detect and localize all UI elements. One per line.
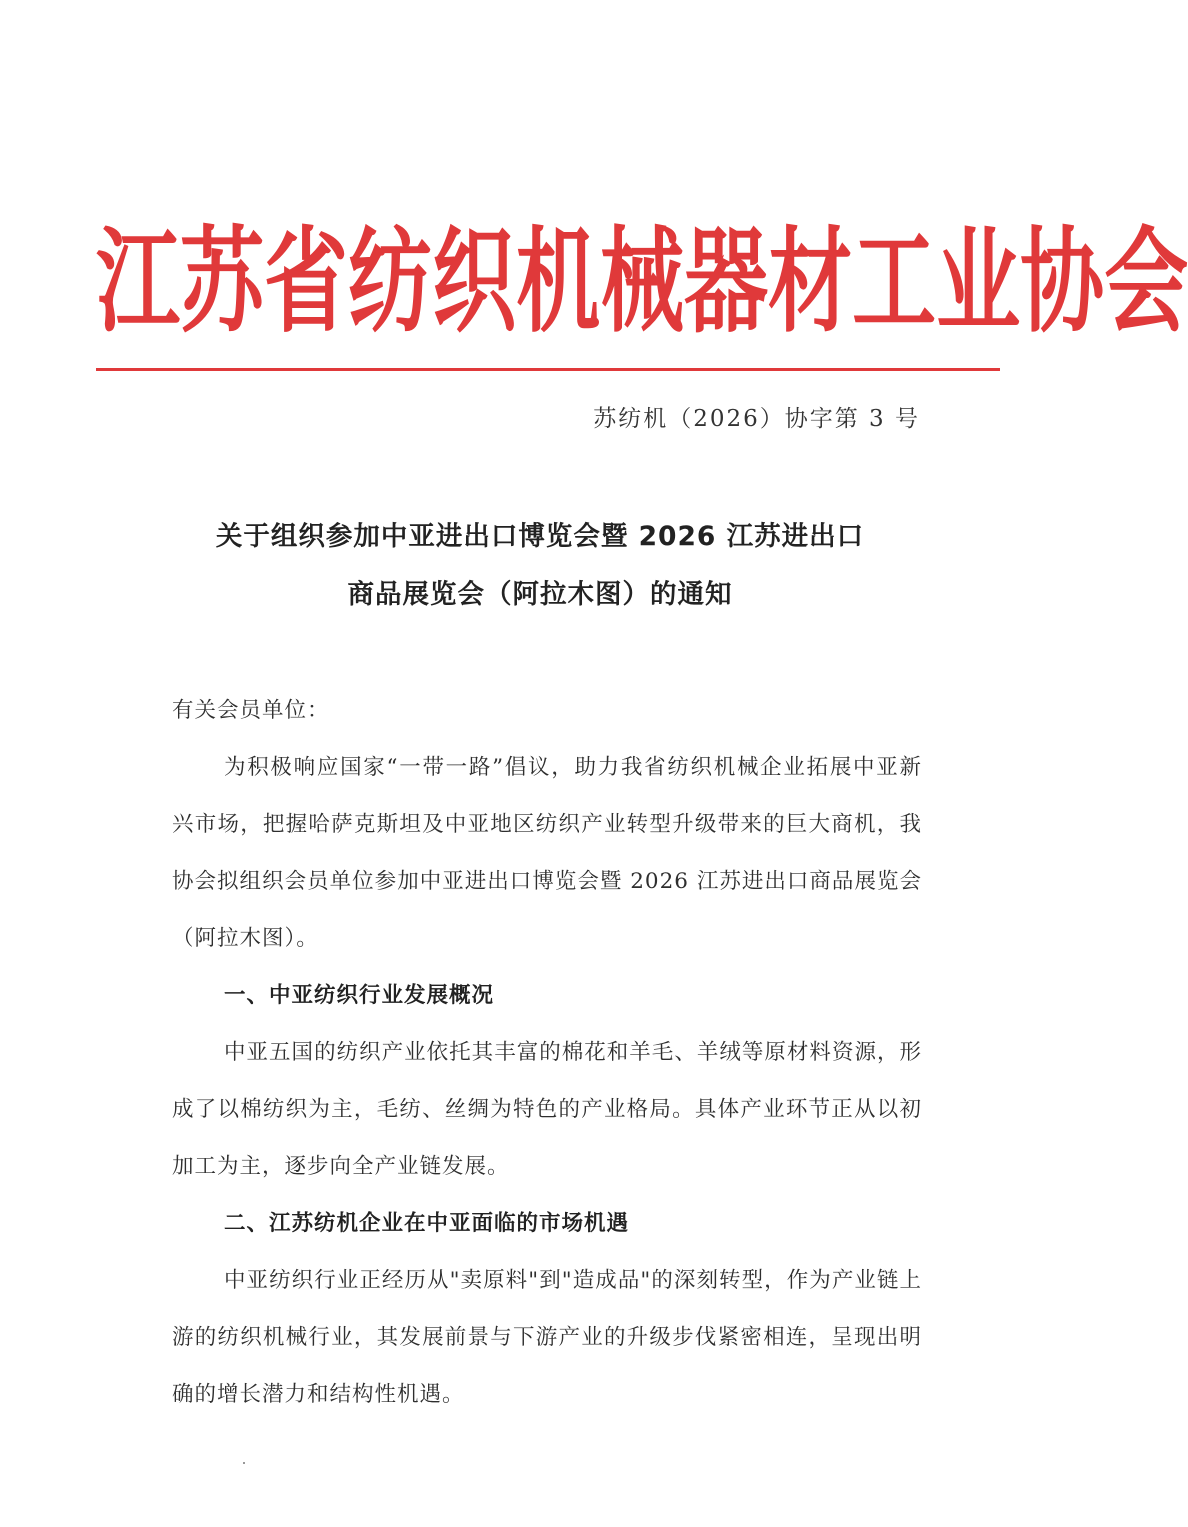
section-1-paragraph: 中亚五国的纺织产业依托其丰富的棉花和羊毛、羊绒等原材料资源，形成了以棉纺织为主，毛纺、丝绸为特色的产业格局。具体产业环节正从以初加工为主，逐步向全产业链发展。: [172, 1040, 922, 1179]
letterhead-char: 械: [600, 215, 685, 349]
scan-speck: [243, 1462, 245, 1464]
letterhead-char: 器: [684, 215, 769, 349]
section-1-heading: 一、中亚纺织行业发展概况: [224, 983, 495, 1008]
letterhead-divider: [96, 368, 1000, 371]
document-number: 苏纺机（2026）协字第 3 号: [593, 406, 920, 432]
letterhead-char: 江: [96, 215, 181, 349]
letterhead-char: 协: [1020, 215, 1105, 349]
section-2-heading: 二、江苏纺机企业在中亚面临的市场机遇: [224, 1211, 630, 1236]
letterhead-char: 会: [1104, 215, 1188, 349]
letterhead-char: 苏: [180, 215, 265, 349]
document-title: [150, 508, 930, 624]
letterhead-char: 省: [264, 215, 349, 349]
letterhead-char: 织: [432, 215, 517, 349]
letterhead-char: 材: [768, 215, 853, 349]
letterhead-char: 纺: [348, 215, 433, 349]
organization-letterhead: [96, 188, 1188, 377]
salutation: 有关会员单位：: [172, 698, 330, 723]
letterhead-char: 机: [516, 215, 601, 349]
title-line-1: 关于组织参加中亚进出口博览会暨 2026 江苏进出口: [215, 521, 865, 552]
section-2-paragraph: 中亚纺织行业正经历从"卖原料"到"造成品"的深刻转型，作为产业链上游的纺织机械行业，其发展前景与下游产业的升级步伐紧密相连，呈现出明确的增长潜力和结构性机遇。: [172, 1268, 922, 1407]
intro-paragraph: 为积极响应国家“一带一路”倡议，助力我省纺织机械企业拓展中亚新兴市场，把握哈萨克斯坦及中亚地区纺织产业转型升级带来的巨大商机，我协会拟组织会员单位参加中亚进出口博览会暨 2026 江苏进出口商品展览会（阿拉木图）。: [172, 755, 922, 951]
letterhead-char: 工: [852, 215, 937, 349]
letterhead-char: 业: [936, 215, 1021, 349]
document-body: [172, 682, 922, 1423]
title-line-2: 商品展览会（阿拉木图）的通知: [347, 579, 733, 610]
